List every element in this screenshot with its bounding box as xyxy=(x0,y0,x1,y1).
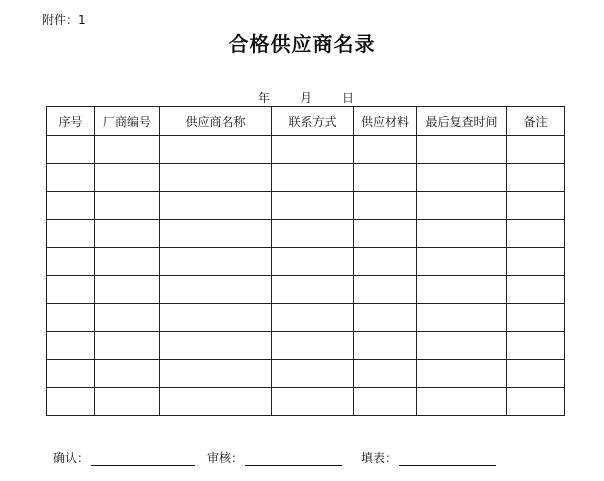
table-cell[interactable] xyxy=(507,276,565,304)
review-signature-line[interactable] xyxy=(245,452,342,466)
table-cell[interactable] xyxy=(95,332,160,360)
table-cell[interactable] xyxy=(47,304,95,332)
table-cell[interactable] xyxy=(507,332,565,360)
table-cell[interactable] xyxy=(507,192,565,220)
table-cell[interactable] xyxy=(95,136,160,164)
table-cell[interactable] xyxy=(272,360,354,388)
table-cell[interactable] xyxy=(354,192,417,220)
date-day-label: 日 xyxy=(342,91,355,105)
table-cell[interactable] xyxy=(417,192,507,220)
table-cell[interactable] xyxy=(160,164,272,192)
table-cell[interactable] xyxy=(417,164,507,192)
table-cell[interactable] xyxy=(507,136,565,164)
table-cell[interactable] xyxy=(417,220,507,248)
table-cell[interactable] xyxy=(95,192,160,220)
table-cell[interactable] xyxy=(417,360,507,388)
table-cell[interactable] xyxy=(160,332,272,360)
table-cell[interactable] xyxy=(47,332,95,360)
date-month-label: 月 xyxy=(300,91,313,105)
table-cell[interactable] xyxy=(354,276,417,304)
table-cell[interactable] xyxy=(272,276,354,304)
column-header-last-review: 最后复查时间 xyxy=(417,107,507,136)
table-header-row xyxy=(47,107,565,136)
table-row xyxy=(47,276,565,304)
column-header-serial: 序号 xyxy=(47,107,95,136)
table-cell[interactable] xyxy=(47,276,95,304)
table-cell[interactable] xyxy=(160,276,272,304)
confirm-field xyxy=(53,449,195,466)
table-cell[interactable] xyxy=(272,192,354,220)
confirm-signature-line[interactable] xyxy=(91,452,195,466)
column-header-contact: 联系方式 xyxy=(272,107,354,136)
table-cell[interactable] xyxy=(160,248,272,276)
table-cell[interactable] xyxy=(160,360,272,388)
fill-signature-line[interactable] xyxy=(399,452,496,466)
table-row xyxy=(47,248,565,276)
table-cell[interactable] xyxy=(95,248,160,276)
review-label: 审核： xyxy=(207,451,244,465)
table-cell[interactable] xyxy=(95,304,160,332)
column-header-supplier-name: 供应商名称 xyxy=(160,107,272,136)
table-cell[interactable] xyxy=(354,360,417,388)
page-title: 合格供应商名录 xyxy=(228,32,376,56)
table-cell[interactable] xyxy=(417,304,507,332)
table-cell[interactable] xyxy=(354,304,417,332)
table-cell[interactable] xyxy=(47,360,95,388)
supplier-table xyxy=(46,106,565,416)
table-cell[interactable] xyxy=(354,388,417,416)
table-row xyxy=(47,304,565,332)
table-cell[interactable] xyxy=(354,220,417,248)
table-row xyxy=(47,164,565,192)
table-cell[interactable] xyxy=(272,332,354,360)
table-cell[interactable] xyxy=(160,304,272,332)
table-cell[interactable] xyxy=(354,248,417,276)
table-cell[interactable] xyxy=(272,304,354,332)
fill-label: 填表： xyxy=(361,451,398,465)
table-cell[interactable] xyxy=(160,136,272,164)
table-cell[interactable] xyxy=(272,248,354,276)
table-cell[interactable] xyxy=(95,164,160,192)
table-cell[interactable] xyxy=(417,276,507,304)
table-cell[interactable] xyxy=(507,304,565,332)
date-line xyxy=(258,89,354,106)
table-cell[interactable] xyxy=(160,388,272,416)
table-cell[interactable] xyxy=(95,220,160,248)
table-row xyxy=(47,388,565,416)
table-cell[interactable] xyxy=(354,164,417,192)
table-body xyxy=(47,136,565,416)
table-cell[interactable] xyxy=(354,332,417,360)
column-header-remarks: 备注 xyxy=(507,107,565,136)
table-cell[interactable] xyxy=(47,136,95,164)
table-cell[interactable] xyxy=(95,360,160,388)
table-cell[interactable] xyxy=(47,248,95,276)
table-cell[interactable] xyxy=(160,220,272,248)
table-cell[interactable] xyxy=(507,164,565,192)
date-year-label: 年 xyxy=(258,91,271,105)
table-cell[interactable] xyxy=(95,388,160,416)
fill-field xyxy=(361,449,496,466)
table-cell[interactable] xyxy=(354,136,417,164)
table-cell[interactable] xyxy=(47,220,95,248)
attachment-label: 附件：1 xyxy=(42,13,86,27)
table-row xyxy=(47,332,565,360)
table-cell[interactable] xyxy=(272,136,354,164)
table-row xyxy=(47,360,565,388)
table-cell[interactable] xyxy=(272,164,354,192)
table-cell[interactable] xyxy=(47,192,95,220)
table-cell[interactable] xyxy=(47,164,95,192)
table-cell[interactable] xyxy=(417,248,507,276)
table-cell[interactable] xyxy=(160,192,272,220)
table-cell[interactable] xyxy=(417,388,507,416)
review-field xyxy=(207,449,342,466)
table-cell[interactable] xyxy=(507,360,565,388)
table-row xyxy=(47,220,565,248)
table-cell[interactable] xyxy=(47,388,95,416)
column-header-material: 供应材料 xyxy=(354,107,417,136)
table-cell[interactable] xyxy=(417,332,507,360)
table-cell[interactable] xyxy=(507,388,565,416)
table-cell[interactable] xyxy=(507,220,565,248)
table-cell[interactable] xyxy=(417,136,507,164)
table-cell[interactable] xyxy=(95,276,160,304)
table-cell[interactable] xyxy=(272,388,354,416)
table-row xyxy=(47,136,565,164)
table-row xyxy=(47,192,565,220)
table-cell[interactable] xyxy=(507,248,565,276)
table-cell[interactable] xyxy=(272,220,354,248)
confirm-label: 确认： xyxy=(53,451,90,465)
column-header-vendor-code: 厂商编号 xyxy=(95,107,160,136)
